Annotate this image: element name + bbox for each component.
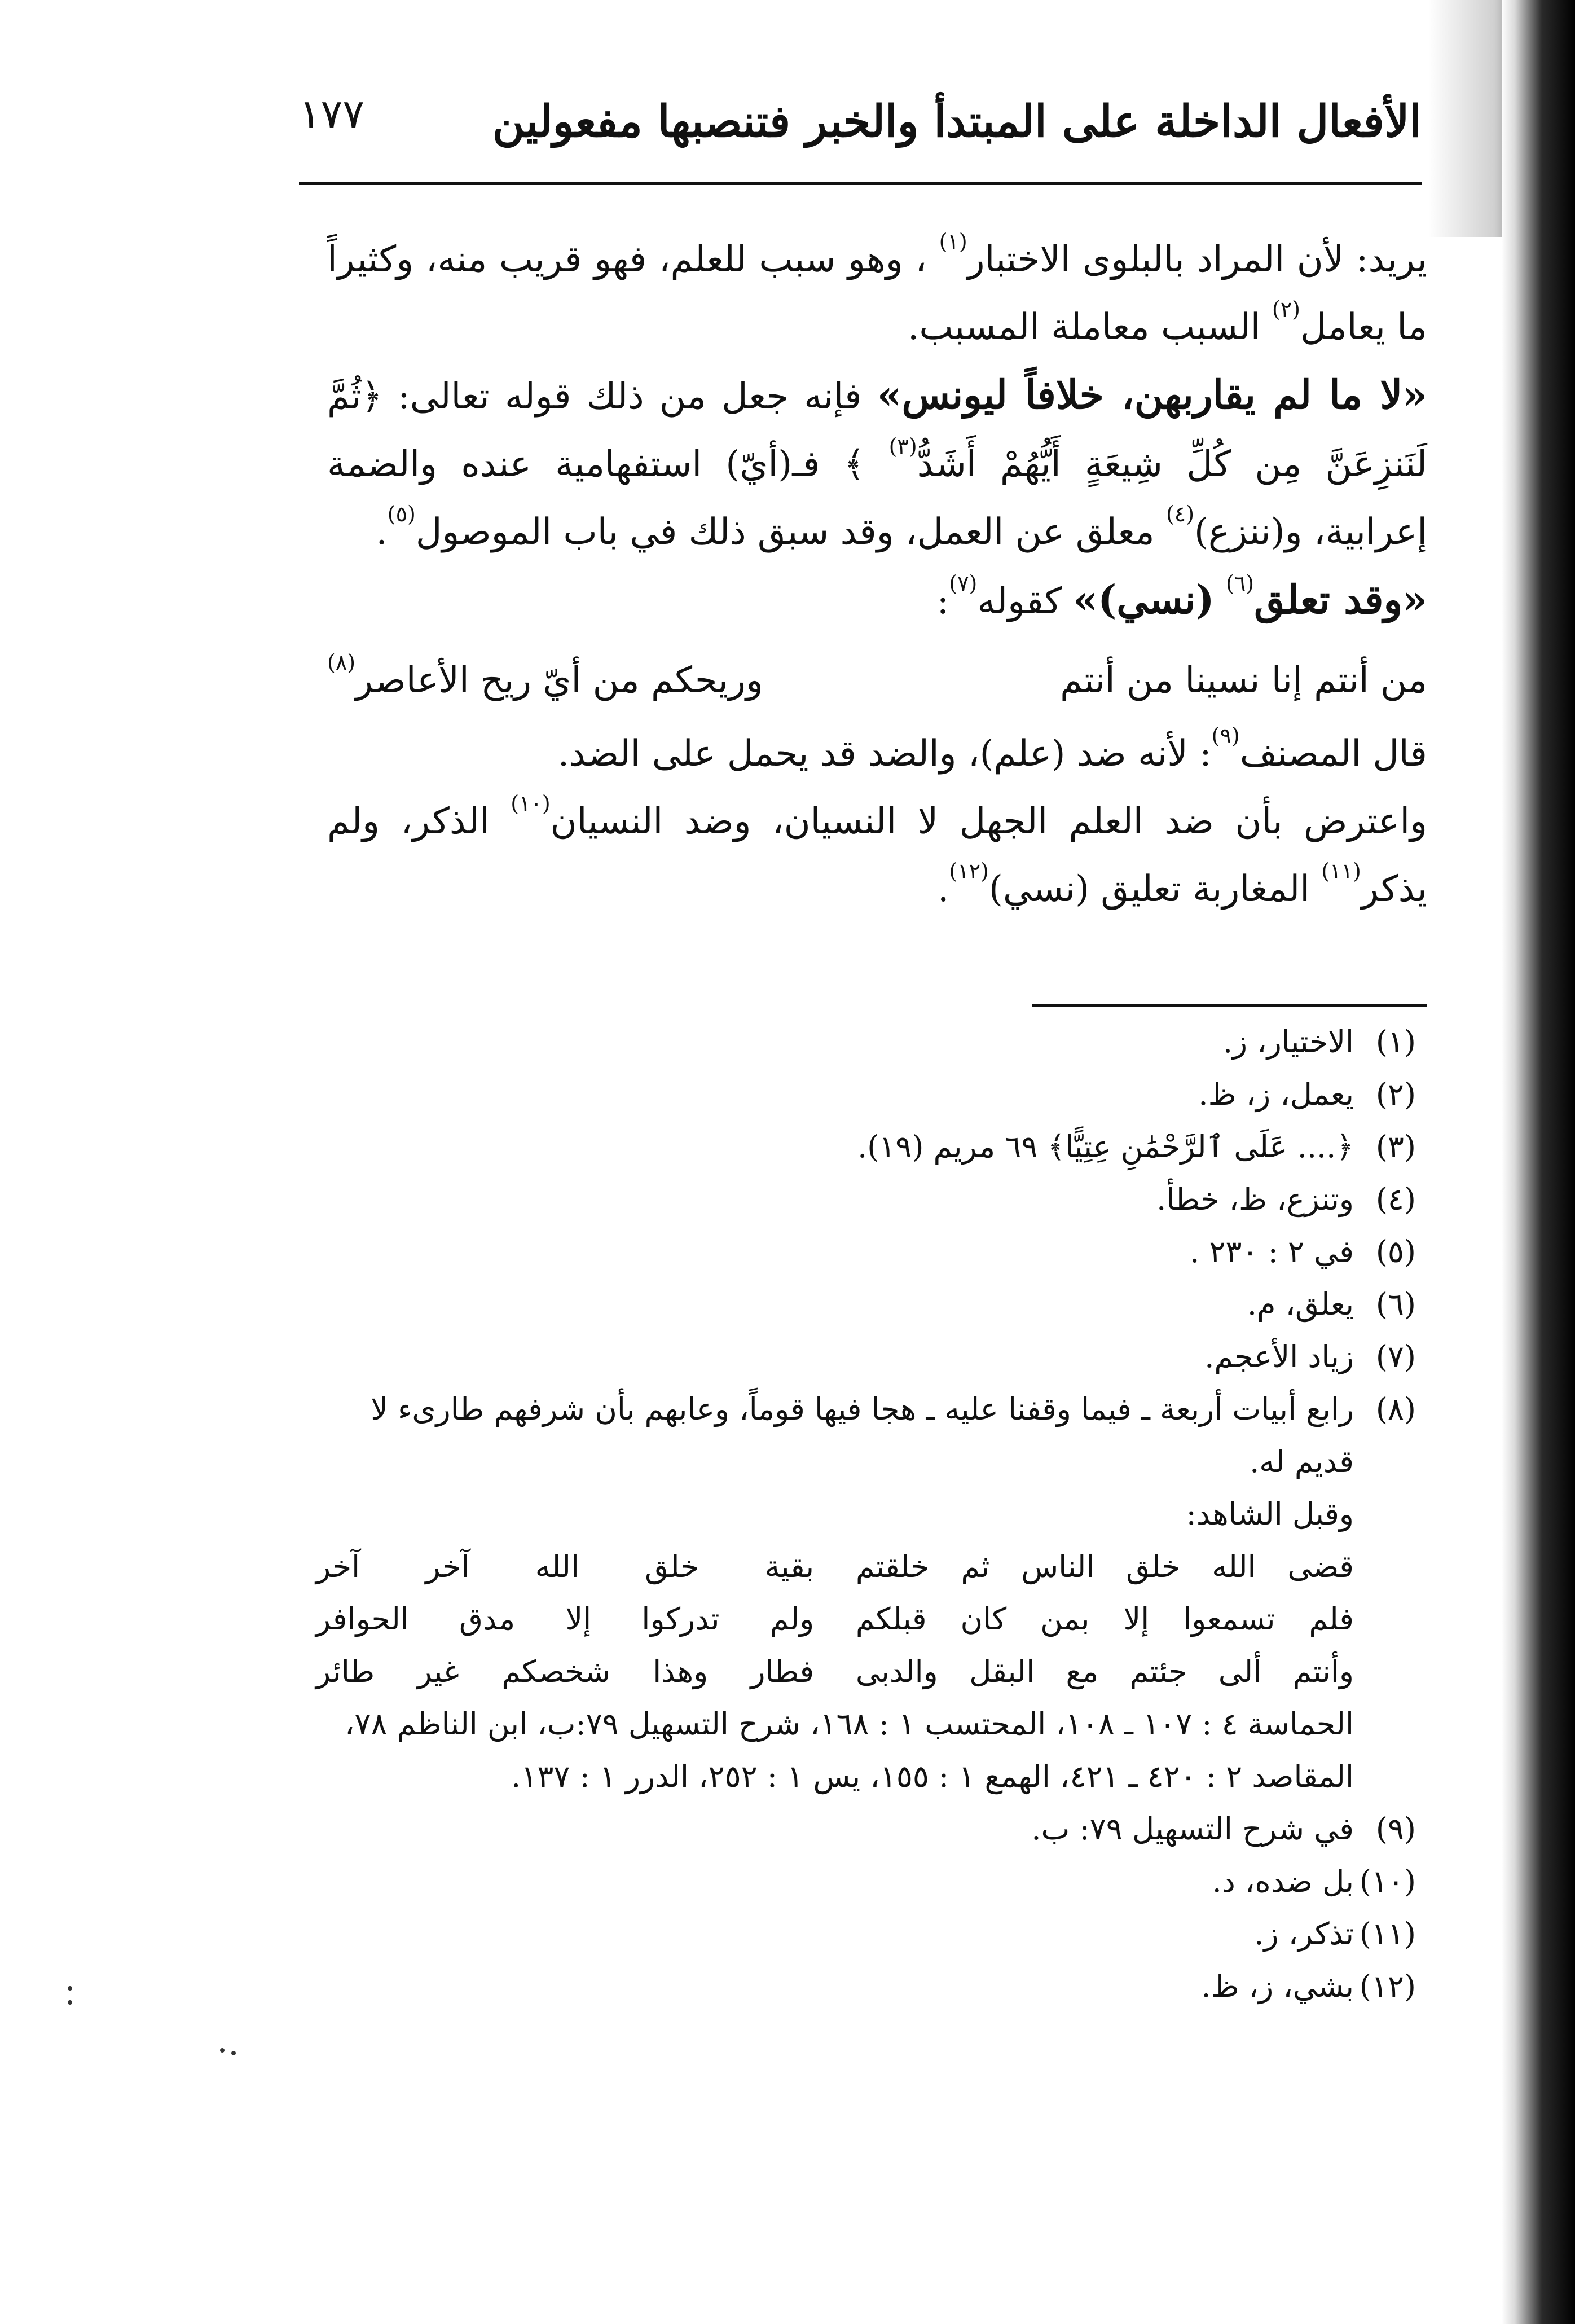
footnote-8-poem-line-2: فلم تسمعوا إلا بمن كان قبلكم ولم تدركوا إلا مدق الحوافر (316, 1601, 1354, 1637)
scan-speck (68, 1986, 72, 1991)
footnote-ref-7: (٧) (949, 571, 978, 596)
footnote-ref-1: (١) (939, 229, 967, 254)
footnote-ref-9: (٩) (1211, 723, 1240, 748)
footnote-8-poem-line-3: وأنتم ألى جئتم مع البقل والدبى فطار وهذا شخصكم غير طائر (316, 1654, 1354, 1689)
footnote-8-poem-line-1: قضى الله خلق الناس ثم خلقتم بقية خلق الله آخر آخر (316, 1549, 1354, 1584)
running-header-title: الأفعال الداخلة على المبتدأ والخبر فتنصبها مفعولين (492, 96, 1422, 147)
footnote-1: (١) الاختيار، ز. (1222, 1024, 1416, 1060)
footnote-5: (٥) في ٢ : ٢٣٠ . (1190, 1234, 1416, 1269)
footnote-8-sources-2: المقاصد ٢ : ٤٢٠ ـ ٤٢١، الهمع ١ : ١٥٥، يس ١ : ٢٥٢، الدرر ١ : ١٣٧. (511, 1759, 1354, 1794)
footnote-10: (١٠) بل ضده، د. (1212, 1864, 1416, 1899)
verse-first-hemistich: من أنتم إنا نسينا من أنتم (1060, 660, 1427, 701)
footnote-12: (١٢) بشي، ز، ظ. (1201, 1969, 1416, 2004)
footnote-11: (١١) تذكر، ز. (1254, 1916, 1416, 1952)
footnote-7: (٧) زياد الأعجم. (1204, 1339, 1416, 1374)
paragraph-5: واعترض بأن ضد العلم الجهل لا النسيان، وضد النسيان$^{(١٠)}$ الذكر، ولم يذكر$^{(١١)}$ المغاربة تعليق (نسي)$^{(١٢)}$. (327, 791, 1428, 910)
running-header (299, 85, 1422, 175)
footnote-9: (٩) في شرح التسهيل ٧٩: ب. (1031, 1811, 1416, 1847)
matn-quote: «لا ما لم يقاربهن، خلافاً ليونس» (877, 371, 1427, 418)
footnote-3: (٣) ﴿.... عَلَى ٱلرَّحْمَٰنِ عِتِيًّا﴾ ٦٩ مريم (١٩). (857, 1129, 1416, 1165)
footnote-ref-10: (١٠) (511, 791, 551, 816)
footnotes (316, 1016, 1416, 2013)
footnote-ref-8: (٨) (327, 650, 356, 675)
verse-second-hemistich: وريحكم من أيّ ريح الأعاصر$^{(٨)}$ (327, 650, 763, 701)
book-binding-edge (1502, 0, 1575, 2324)
footnote-separator (1032, 1004, 1427, 1007)
footnote-ref-4: (٤) (1165, 502, 1195, 526)
footnote-ref-6: (٦) (1225, 571, 1255, 596)
footnote-ref-11: (١١) (1321, 859, 1361, 884)
header-rule (299, 182, 1422, 185)
scan-speck (220, 2048, 225, 2053)
main-text (327, 226, 1427, 923)
footnote-ref-2: (٢) (1272, 297, 1300, 322)
footnote-ref-12: (١٢) (949, 859, 989, 884)
paragraph-4: قال المصنف$^{(٩)}$: لأنه ضد (علم)، والضد قد يحمل على الضد. (557, 723, 1427, 775)
scan-speck (68, 2000, 72, 2005)
paragraph-3: «وقد تعلق$^{(٦)}$ (نسي)» كقوله$^{(٧)}$: (936, 571, 1427, 623)
footnote-8-sources-1: الحماسة ٤ : ١٠٧ ـ ١٠٨، المحتسب ١ : ١٦٨، شرح التسهيل ٧٩:ب، ابن الناظم ٧٨، (345, 1706, 1354, 1742)
quran-verse: فإنه جعل من ذلك قوله تعالى: ﴿ثُمَّ لَنَنزِعَنَّ مِن كُلِّ شِيعَةٍ أَيُّهُمْ أَشَدُّ (327, 376, 1428, 485)
paragraph-1: يريد: لأن المراد بالبلوى الاختبار$^{(١)}$ ، وهو سبب للعلم، فهو قريب منه، وكثيراً ما يعامل$^{(٢)}$ السبب معاملة المسبب. (327, 229, 1428, 348)
footnote-2: (٢) يعمل، ز، ظ. (1198, 1077, 1416, 1112)
scan-speck (231, 2051, 236, 2055)
poetry-verse (327, 647, 1427, 714)
footnote-4: (٤) وتنزع، ظ، خطأ. (1156, 1181, 1416, 1217)
footnote-ref-3: (٣) (888, 434, 917, 459)
footnote-8-intro: وقبل الشاهد: (1186, 1496, 1354, 1532)
paragraph-2: «لا ما لم يقاربهن، خلافاً ليونس» فإنه جعل من ذلك قوله تعالى: ﴿ثُمَّ لَنَنزِعَنَّ مِن كُلِّ شِيعَةٍ أَيُّهُمْ أَشَدُّ$^{(٣)}$ ﴾ فـ(أيّ) استفهامية عنده والضمة إعرابية، و(ننزع)$^{(٤)}$ معلق عن العمل، وقد سبق ذلك في باب الموصول$^{(٥)}$. (327, 371, 1428, 553)
footnote-6: (٦) يعلق، م. (1247, 1286, 1416, 1322)
footnote-8: (٨) رابع أبيات أربعة ـ فيما وقفنا عليه ـ هجا فيها قوماً، وعابهم بأن شرفهم طارىء لا قديم له. (371, 1391, 1416, 1479)
footnote-ref-5: (٥) (387, 502, 416, 526)
page-number: ١٧٧ (299, 90, 365, 138)
